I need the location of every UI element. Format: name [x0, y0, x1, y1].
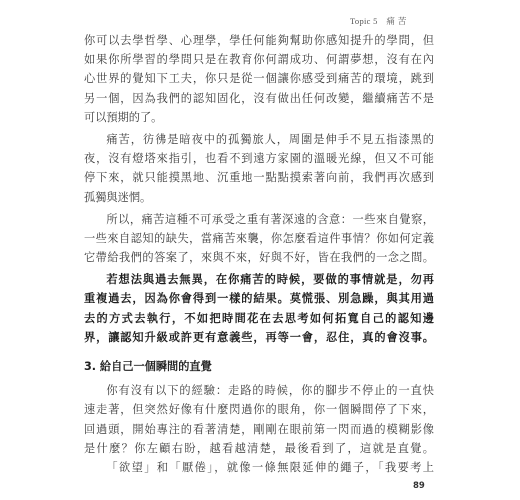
text-line: 孤獨與迷惘。 — [84, 190, 152, 204]
text-line: 所以，痛苦這種不可承受之重有著深遠的含意：一些來自覺察， — [106, 212, 434, 226]
text-line: 它帶給我們的答案了，來與不來，好與不好，皆在我們的一念之間。 — [84, 251, 434, 265]
text-line: 痛苦，彷彿是暗夜中的孤獨旅人，周圍是伸手不見五指漆黑的 — [106, 132, 434, 146]
paragraph-2 — [84, 130, 434, 207]
text-line: 界，讓認知升級或許更有意義些，再等一會，忍住，真的會沒事。 — [84, 329, 434, 344]
text-line: 如果你所學習的學問只是在教育你何謂成功、何謂夢想，沒有在內 — [84, 53, 434, 67]
text-line: 停下來，就只能摸黑地、沉重地一點點摸索著向前，我們再次感到 — [84, 171, 434, 185]
text-line: 重複過去，因為你會得到一樣的結果。莫慌張、別急躁，與其用過 — [84, 291, 434, 306]
paragraph-4-emphasis — [84, 270, 434, 347]
paragraph-3 — [84, 210, 434, 268]
header-chapter-title: 痛苦 — [386, 17, 410, 27]
header-topic: Topic 5 — [350, 16, 378, 26]
text-line: 去的方式去執行，不如把時間花在去思考如何拓寬自己的認知邊 — [84, 310, 434, 325]
paragraph-1 — [84, 31, 434, 127]
body-text — [84, 31, 434, 480]
text-line: 夜，沒有燈塔來指引，也看不到遠方家園的溫暖光線，但又不可能 — [84, 152, 434, 166]
running-header — [350, 15, 409, 28]
section-heading: 3. 給自己一個瞬間的直覺 — [84, 360, 212, 373]
text-line: 可以預期的了。 — [84, 110, 163, 124]
text-line: 你可以去學哲學、心理學，學任何能夠幫助你感知提升的學問，但 — [84, 34, 434, 47]
text-line: 另一個，因為我們的認知固化，沒有做出任何改變，繼續痛苦不是 — [84, 91, 434, 105]
text-line: 一些來自認知的缺失，當痛苦來襲，你怎麼看這件事情？你如何定義 — [84, 231, 434, 245]
text-line: 是什麼？你左顧右盼，越看越清楚，最後看到了，這就是直覺。 — [84, 441, 434, 455]
text-line: 速走著，但突然好像有什麼閃過你的眼角，你一個瞬間停了下來， — [84, 403, 434, 417]
text-line: 若想法與過去無異，在你痛苦的時候，要做的事情就是，勿再 — [106, 272, 434, 287]
text-line: 你有沒有以下的經驗：走路的時候，你的腳步不停止的一直快 — [106, 384, 434, 398]
text-line: 心世界的覺知下工夫，你只是從一個讓你感受到痛苦的環境，跳到 — [84, 72, 434, 86]
page-number: 89 — [413, 481, 425, 491]
text-line: 回過頭，開始專注的看著清楚，剛剛在眼前第一閃而過的模糊影像 — [84, 422, 434, 436]
paragraph-5 — [84, 381, 434, 477]
text-line: 「欲望」和「厭倦」，就像一條無限延伸的繩子，「我要考上 — [106, 460, 434, 474]
